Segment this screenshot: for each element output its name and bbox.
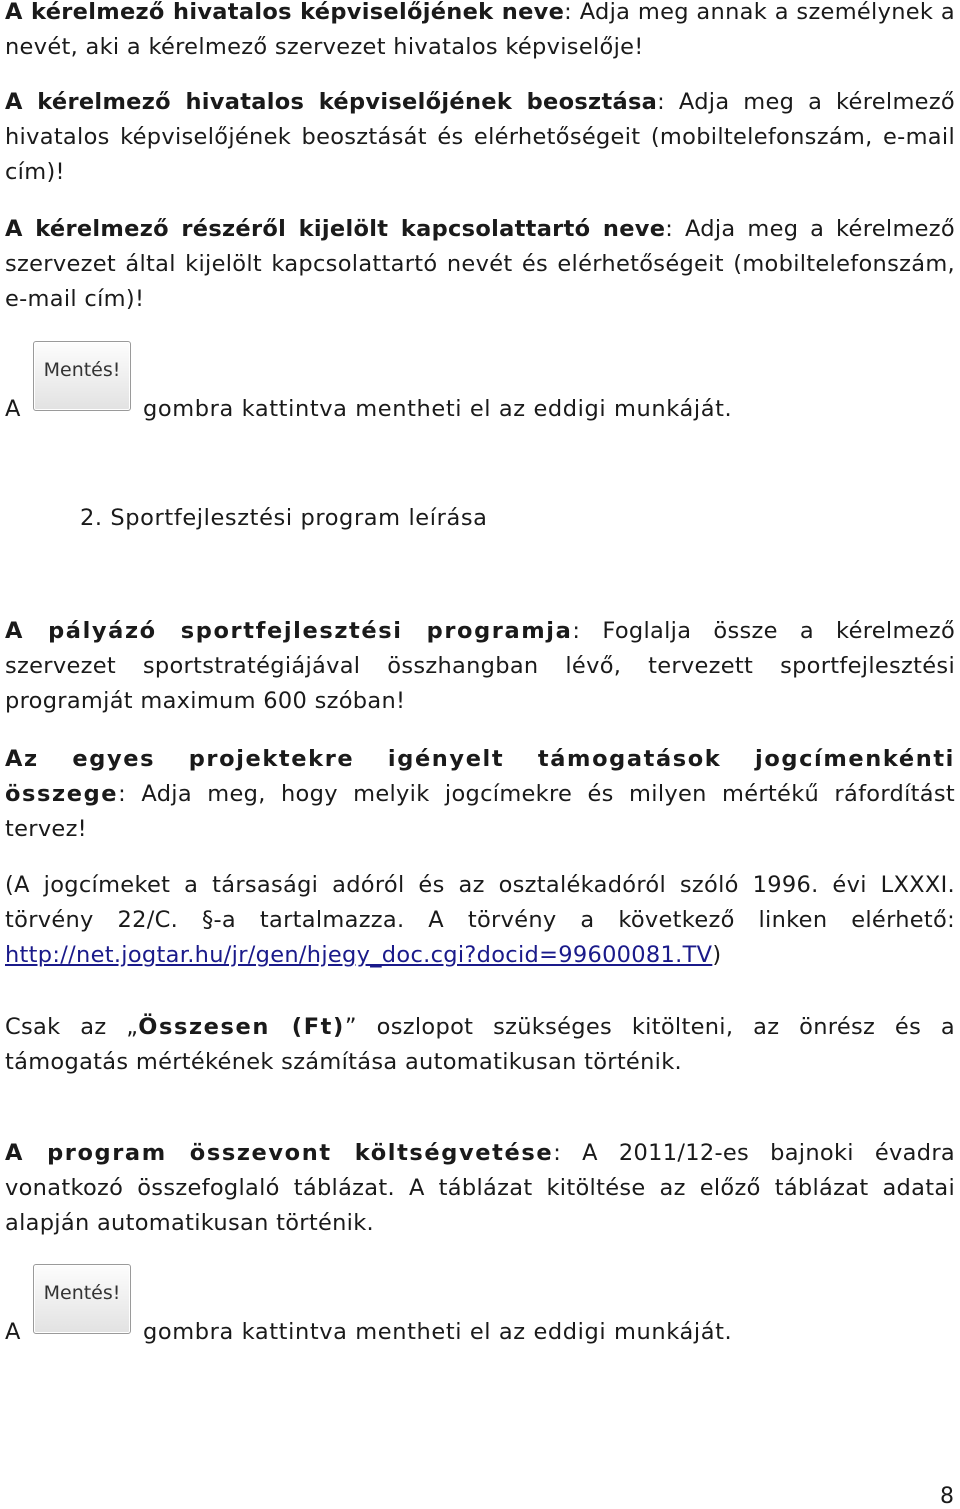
section-title: 2. Sportfejlesztési program leírása bbox=[80, 505, 488, 531]
paragraph-representative-position bbox=[5, 85, 955, 190]
term-label: A kérelmező hivatalos képviselőjének neve bbox=[5, 0, 565, 25]
paragraph-budget bbox=[5, 1136, 955, 1241]
term-description: : Adja meg a kérelmező szervezet által kijelölt kapcsolattartó nevét és elérhetőségeit (mobiltelefonszám, e-mail cím)! bbox=[5, 216, 955, 312]
save-button-label: Mentés! bbox=[43, 359, 121, 381]
law-reference-text: (A jogcímeket a társasági adóról és az osztalékadóról szóló 1996. évi LXXXI. törvény 22/C. §-a tartalmazza. A törvény a következő linken elérhető: bbox=[5, 872, 955, 933]
save-button-label: Mentés! bbox=[43, 1282, 121, 1304]
paragraph-total-column bbox=[5, 1010, 955, 1080]
save-button[interactable] bbox=[33, 341, 131, 411]
paragraph-sport-program bbox=[5, 614, 955, 719]
term-label: A pályázó sportfejlesztési programja bbox=[5, 618, 573, 644]
save-button[interactable] bbox=[33, 1264, 131, 1334]
term-label: A kérelmező részéről kijelölt kapcsolattartó neve bbox=[5, 216, 666, 242]
term-description: : Adja meg, hogy melyik jogcímekre és milyen mértékű ráfordítást tervez! bbox=[5, 781, 955, 842]
note-text: ” oszlopot szükséges kitölteni, az önrész és a támogatás mértékének számítása automatikusan történik. bbox=[5, 1014, 956, 1075]
term-description: : A 2011/12-es bajnoki évadra vonatkozó összefoglaló táblázat. A táblázat kitöltése az előző táblázat adatai alapján automatikusan történik. bbox=[5, 1140, 955, 1236]
save-instruction-prefix: A bbox=[5, 1319, 21, 1345]
save-instruction-1 bbox=[5, 341, 905, 421]
term-label: Az egyes projektekre igényelt támogatások jogcímenkénti összege bbox=[5, 746, 955, 807]
column-name: Összesen (Ft) bbox=[138, 1014, 345, 1040]
paragraph-law-reference bbox=[5, 868, 955, 973]
save-instruction-text: gombra kattintva mentheti el az eddigi munkáját. bbox=[143, 1319, 733, 1345]
term-description: : Foglalja össze a kérelmező szervezet sportstratégiájával összhangban lévő, tervezett sportfejlesztési programját maximum 600 szóban! bbox=[5, 618, 956, 714]
save-instruction-prefix: A bbox=[5, 396, 21, 422]
law-link[interactable]: http://net.jogtar.hu/jr/gen/hjegy_doc.cgi?docid=99600081.TV bbox=[5, 942, 713, 968]
term-description: : Adja meg a kérelmező hivatalos képviselőjének beosztását és elérhetőségeit (mobiltelefonszám, e-mail cím)! bbox=[5, 89, 955, 185]
term-label: A program összevont költségvetése bbox=[5, 1140, 554, 1166]
save-instruction-text: gombra kattintva mentheti el az eddigi munkáját. bbox=[143, 396, 733, 422]
law-reference-close: ) bbox=[712, 942, 722, 968]
page-number: 8 bbox=[940, 1484, 954, 1509]
note-prefix: Csak az „ bbox=[5, 1014, 139, 1040]
save-instruction-2 bbox=[5, 1264, 905, 1344]
paragraph-representative-name bbox=[5, 0, 955, 65]
paragraph-support-amounts bbox=[5, 742, 955, 847]
paragraph-contact-person bbox=[5, 212, 955, 317]
term-label: A kérelmező hivatalos képviselőjének beosztása bbox=[5, 89, 658, 115]
term-description: : Adja meg annak a személynek a nevét, aki a kérelmező szervezet hivatalos képviselője! bbox=[5, 0, 955, 60]
